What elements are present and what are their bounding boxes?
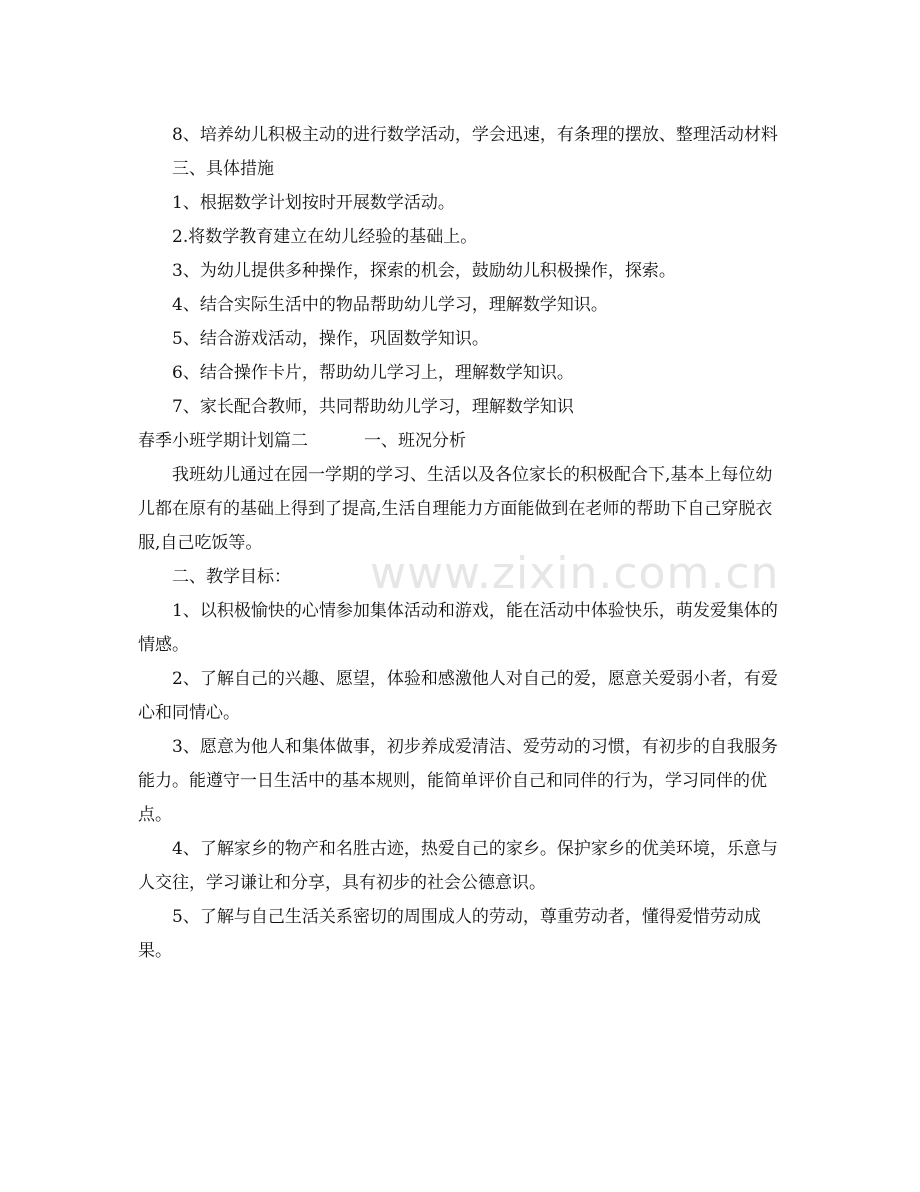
teaching-goal-2: 2、了解自己的兴趣、愿望，体验和感激他人对自己的爱，愿意关爱弱小者，有爱心和同情心。 [138,669,778,723]
teaching-goal-1: 1、以积极愉快的心情参加集体活动和游戏，能在活动中体验快乐，萌发爱集体的情感。 [138,601,778,655]
section-heading-measures: 三、具体措施 [172,159,274,179]
teaching-goal-4: 4、了解家乡的物产和名胜古迹，热爱自己的家乡。保护家乡的优美环境，乐意与人交往，学习谦让和分享，具有初步的社会公德意识。 [138,839,778,893]
document-body [138,118,788,968]
teaching-goal-3: 3、愿意为他人和集体做事，初步养成爱清洁、爱劳动的习惯，有初步的自我服务能力。能遵守一日生活中的基本规则，能简单评价自己和同伴的行为，学习同伴的优点。 [138,737,778,825]
measure-item-5: 5、结合游戏活动，操作，巩固数学知识。 [172,329,489,349]
paragraph-goal-8: 8、培养幼儿积极主动的进行数学活动，学会迅速，有条理的摆放、整理活动材料 [172,125,778,145]
section-heading-class-analysis: 一、班况分析 [364,431,466,451]
measure-item-1: 1、根据数学计划按时开展数学活动。 [172,193,455,213]
measure-item-2: 2.将数学教育建立在幼儿经验的基础上。 [172,227,478,247]
section-heading-teaching-goals: 二、教学目标： [172,567,291,587]
measure-item-6: 6、结合操作卡片，帮助幼儿学习上，理解数学知识。 [172,363,574,383]
measure-item-7: 7、家长配合教师，共同帮助幼儿学习，理解数学知识 [172,397,574,417]
watermark: www.zixin.com.cn [370,548,780,599]
teaching-goal-5: 5、了解与自己生活关系密切的周围成人的劳动，尊重劳动者，懂得爱惜劳动成果。 [138,907,761,961]
measure-item-3: 3、为幼儿提供多种操作，探索的机会，鼓励幼儿积极操作，探索。 [172,261,676,281]
article-title: 春季小班学期计划篇二 [138,431,308,451]
measure-item-4: 4、结合实际生活中的物品帮助幼儿学习，理解数学知识。 [172,295,608,315]
article-title-line [138,424,788,458]
class-analysis-paragraph: 我班幼儿通过在园一学期的学习、生活以及各位家长的积极配合下,基本上每位幼儿都在原有的基础上得到了提高,生活自理能力方面能做到在老师的帮助下自己穿脱衣服,自己吃饭等。 [138,465,773,553]
